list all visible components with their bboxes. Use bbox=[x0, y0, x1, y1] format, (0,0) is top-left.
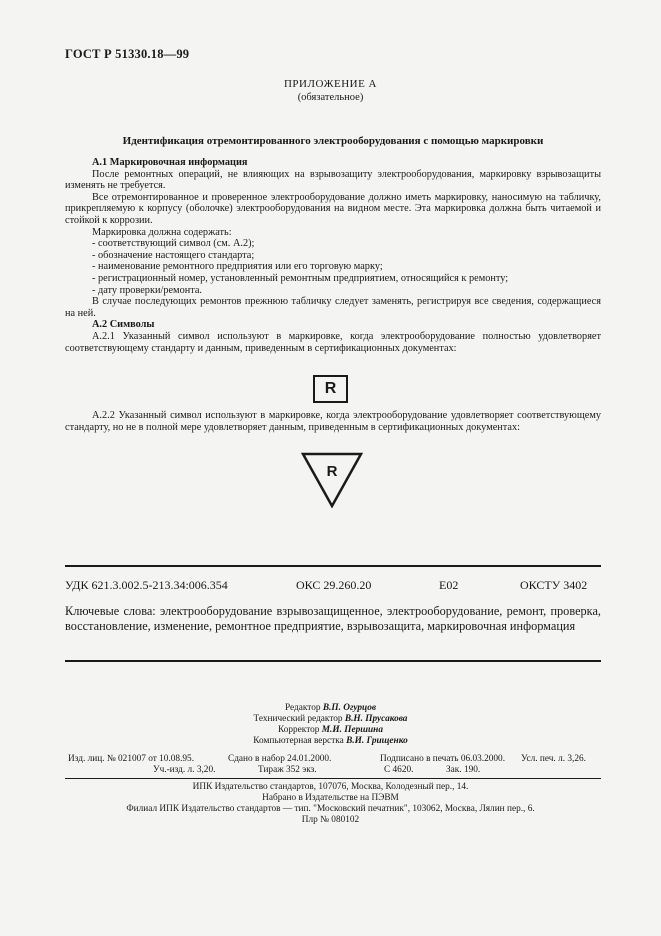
tech-editor-label: Технический редактор bbox=[253, 714, 343, 724]
okstu-code: ОКСТУ 3402 bbox=[520, 578, 588, 592]
imprint bbox=[0, 782, 661, 826]
a1-paragraph-3: Маркировка должна содержать: bbox=[92, 226, 232, 238]
list-item: - дату проверки/ремонта. bbox=[92, 284, 202, 296]
a1-heading: А.1 Маркировочная информация bbox=[92, 157, 248, 168]
symbol-letter: R bbox=[324, 380, 337, 397]
pub-sheets: Уч.-изд. л. 3,20. bbox=[153, 765, 216, 775]
circulation: Тираж 352 экз. bbox=[258, 765, 317, 775]
editor-label: Редактор bbox=[284, 703, 321, 713]
tech-editor-name: В.Н. Прусакова bbox=[344, 714, 408, 724]
annex-title: ПРИЛОЖЕНИЕ А bbox=[283, 78, 377, 90]
signed-date: Подписано в печать 06.03.2000. bbox=[380, 754, 506, 764]
license: Изд. лиц. № 021007 от 10.08.95. bbox=[68, 754, 195, 764]
section-a1 bbox=[65, 157, 601, 354]
layout-label: Компьютерная верстка bbox=[253, 736, 344, 746]
imprint-divider bbox=[65, 778, 601, 779]
list-item: - регистрационный номер, установленный ремонтным предприятием, относящийся к ремонту; bbox=[92, 272, 509, 284]
layout-name: В.И. Грищенко bbox=[346, 736, 408, 746]
repair-symbol-square bbox=[313, 375, 348, 403]
triangle-outline bbox=[303, 454, 361, 506]
corrector-name: М.И. Першина bbox=[321, 725, 383, 735]
list-item: - обозначение настоящего стандарта; bbox=[92, 249, 255, 261]
a2-heading: А.2 Символы bbox=[92, 319, 155, 331]
a1-paragraph-2: Все отремонтированное и проверенное электрооборудование должно иметь маркировку, наносимую на табличку, прикрепляемую к корпусу (оболочке) электрооборудования на видном месте. Эта маркировка должна быть читаемой и стойкой к коррозии. bbox=[65, 191, 601, 226]
divider-top bbox=[65, 565, 601, 567]
list-item: - наименование ремонтного предприятия или его торговую марку; bbox=[92, 261, 383, 273]
editor-name: В.П. Огурцов bbox=[322, 703, 377, 713]
a2-paragraph-2: А.2.2 Указанный символ используют в маркировке, когда электрооборудование удовлетворяет соответствующему стандарту, но не в полной мере удовлетворяет данным, приведенным в сертификационных документах: bbox=[65, 410, 601, 433]
divider-bottom bbox=[65, 660, 601, 662]
imprint-line: Набрано в Издательстве на ПЭВМ bbox=[262, 793, 399, 803]
order: С 4620. bbox=[384, 765, 414, 775]
section-a2-2 bbox=[65, 410, 601, 433]
imprint-line: Плр № 080102 bbox=[301, 815, 360, 825]
print-sheets: Усл. печ. л. 3,26. bbox=[521, 754, 586, 764]
credits bbox=[0, 703, 661, 747]
submitted-date: Сдано в набор 24.01.2000. bbox=[228, 754, 332, 764]
a1-paragraph-4: В случае последующих ремонтов прежнюю табличку следует заменять, регистрируя все сведения, содержащиеся на ней. bbox=[65, 296, 601, 319]
section-title: Идентификация отремонтированного электрооборудования с помощью маркировки bbox=[122, 135, 544, 147]
publishing-info bbox=[0, 754, 661, 778]
annex-status: (обязательное) bbox=[297, 92, 364, 103]
udc-code: УДК 621.3.002.5-213.34:006.354 bbox=[65, 578, 228, 592]
group-code: Е02 bbox=[439, 578, 459, 592]
list-item: - соответствующий символ (см. А.2); bbox=[92, 238, 255, 250]
order-number: Зак. 190. bbox=[446, 765, 481, 775]
a2-paragraph-1: А.2.1 Указанный символ используют в маркировке, когда электрооборудование полностью удовлетворяет соответствующему стандарту и данным, приведенным в сертификационных документах: bbox=[65, 330, 601, 354]
a1-paragraph-1: После ремонтных операций, не влияющих на взрывозащиту электрооборудования, маркировку взрывозащиты изменять не требуется. bbox=[65, 168, 601, 192]
imprint-line: ИПК Издательство стандартов, 107076, Москва, Колодезный пер., 14. bbox=[192, 782, 469, 792]
imprint-line: Филиал ИПК Издательство стандартов — тип. "Московский печатник", 103062, Москва, Лялин пер., 6. bbox=[126, 804, 535, 814]
standard-header: ГОСТ Р 51330.18—99 bbox=[65, 47, 190, 61]
keywords: Ключевые слова: электрооборудование взрывозащищенное, электрооборудование, ремонт, проверка, восстановление, изменение, ремонтное предприятие, взрывозащита, маркировочная информация bbox=[65, 604, 601, 633]
symbol-letter: R bbox=[326, 463, 338, 480]
corrector-label: Корректор bbox=[278, 725, 320, 735]
oks-code: ОКС 29.260.20 bbox=[296, 578, 372, 592]
repair-symbol-triangle bbox=[301, 452, 363, 508]
